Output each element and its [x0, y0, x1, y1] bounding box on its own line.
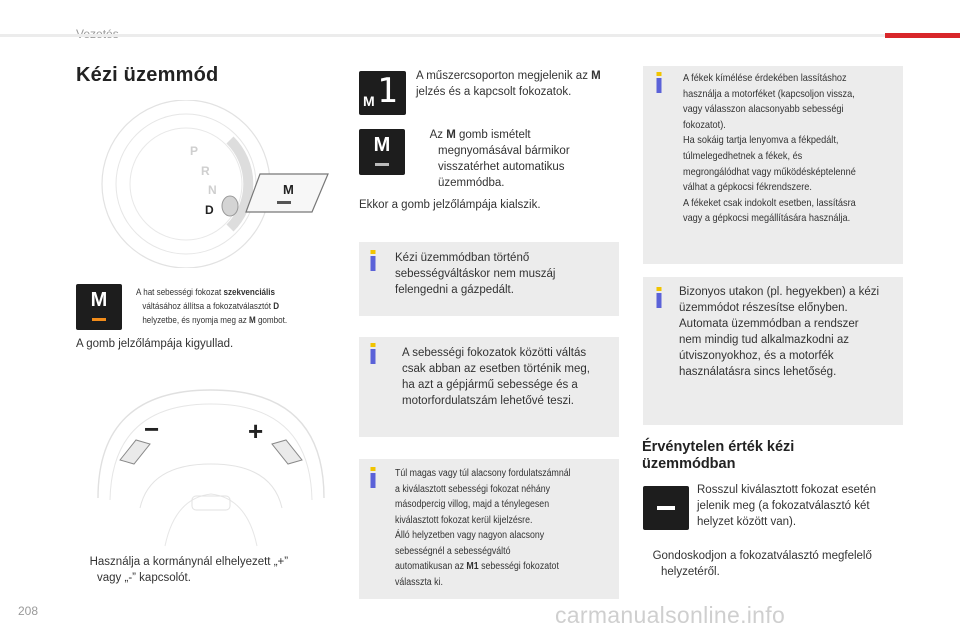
instruction-correct-position: Gondoskodjon a fokozatválasztó megfelelő helyzetéről. [652, 550, 872, 578]
gear-m-button-label: M [283, 182, 294, 197]
invalid-value-text: Rosszul kiválasztott fokozat esetén jelenik meg (a fokozatválasztó két helyzet között van). [697, 484, 876, 528]
header-divider [0, 34, 960, 37]
m-icon-letter: M [90, 289, 108, 311]
info-icon [655, 72, 663, 94]
display-text: A műszercsoporton megjelenik az M jelzés és a kapcsolt fokozatok. [416, 70, 601, 98]
instruction-select-sequential: A hat sebességi fokozat szekvenciális váltásához állítsa a fokozatválasztót D helyzetbe, és nyomja meg az M gombot. [136, 286, 288, 325]
info-box-rpm-limits: Túl magas vagy túl alacsony fordulatszámnál a kiválasztott sebességi fokozat néhány másodpercig villog, majd a ténylegesen kiválasztott fokozat kerül kijelzésre. Álló helyzetben vagy nagyon alacsony sebességnél a sebességváltó automatikusan az M1 sebességi fokozatot válasszta ki. [359, 459, 619, 599]
header-accent [885, 33, 960, 38]
info-icon [369, 343, 377, 365]
invalid-value-icon [643, 486, 689, 530]
dash-indicator [657, 506, 675, 510]
info-icon [369, 250, 377, 272]
paddle-plus-label: + [248, 416, 264, 446]
info-box-accelerator: Kézi üzemmódban történő sebességváltáskor nem muszáj felengedni a gázpedált. [359, 242, 619, 316]
info-icon [369, 467, 377, 489]
gear-label-n: N [208, 183, 217, 197]
steering-wheel-illustration [80, 368, 342, 550]
gear-label-d: D [205, 203, 214, 217]
page-title: Kézi üzemmód [76, 64, 219, 86]
lamp-off-text: Ekkor a gomb jelzőlámpája kialszik. [359, 199, 541, 211]
gear-selector-illustration [80, 100, 340, 268]
m-button-lamp-off-icon: M [359, 129, 405, 175]
orange-lamp-indicator [92, 318, 106, 321]
page-number: 208 [18, 604, 39, 618]
paddle-minus-label: − [144, 414, 160, 444]
info-icon [655, 287, 663, 309]
m-button-lamp-on-icon [76, 284, 122, 330]
gear-label-r: R [201, 164, 210, 178]
instruction-use-paddles: Használja a kormánynál elhelyezett „+” vagy „-” kapcsolót. [89, 556, 289, 584]
info-box-mountain-roads: Bizonyos utakon (pl. hegyekben) a kézi üzemmódot részesítse előnyben. Automata üzemmódban a rendszer nem mindig tud alkalmazkodni az útviszonyokhoz, és a motorfék használatásra sincs lehetőség. [643, 277, 903, 425]
info-box-engine-braking: A fékek kímélése érdekében lassításhoz használja a motorféket (kapcsoljon vissza, vagy válasszon alacsonyabb sebességi fokozatot). Ha sokáig tartja lenyomva a fékpedált, túlmelegedhetnek a fékek, és megrongálódhat vagy működésképtelenné válhat a gépkocsi fékrendszere. A fékeket csak indokolt esetben, lassításra vagy a gépkocsi megállítására használja. [643, 66, 903, 264]
gear-label-p: P [190, 144, 199, 158]
info-box-shift-conditions: A sebességi fokozatok közötti váltás csak abban az esetben történik meg, ha azt a gépjármű sebessége és a motorfordulatszám lehetővé teszi. [359, 337, 619, 437]
watermark: carmanualsonline.info [555, 602, 786, 628]
lamp-lit-text: A gomb jelzőlámpája kigyullad. [76, 338, 234, 350]
instrument-display-m1-icon: M 1 [359, 71, 406, 115]
section-subtitle: Érvénytelen érték kézi üzemmódban [642, 439, 795, 472]
off-lamp-indicator [375, 163, 389, 166]
instruction-return-auto: Az M gomb ismételt megnyomásával bármikor visszatérhet automatikus üzemmódba. [429, 129, 570, 189]
